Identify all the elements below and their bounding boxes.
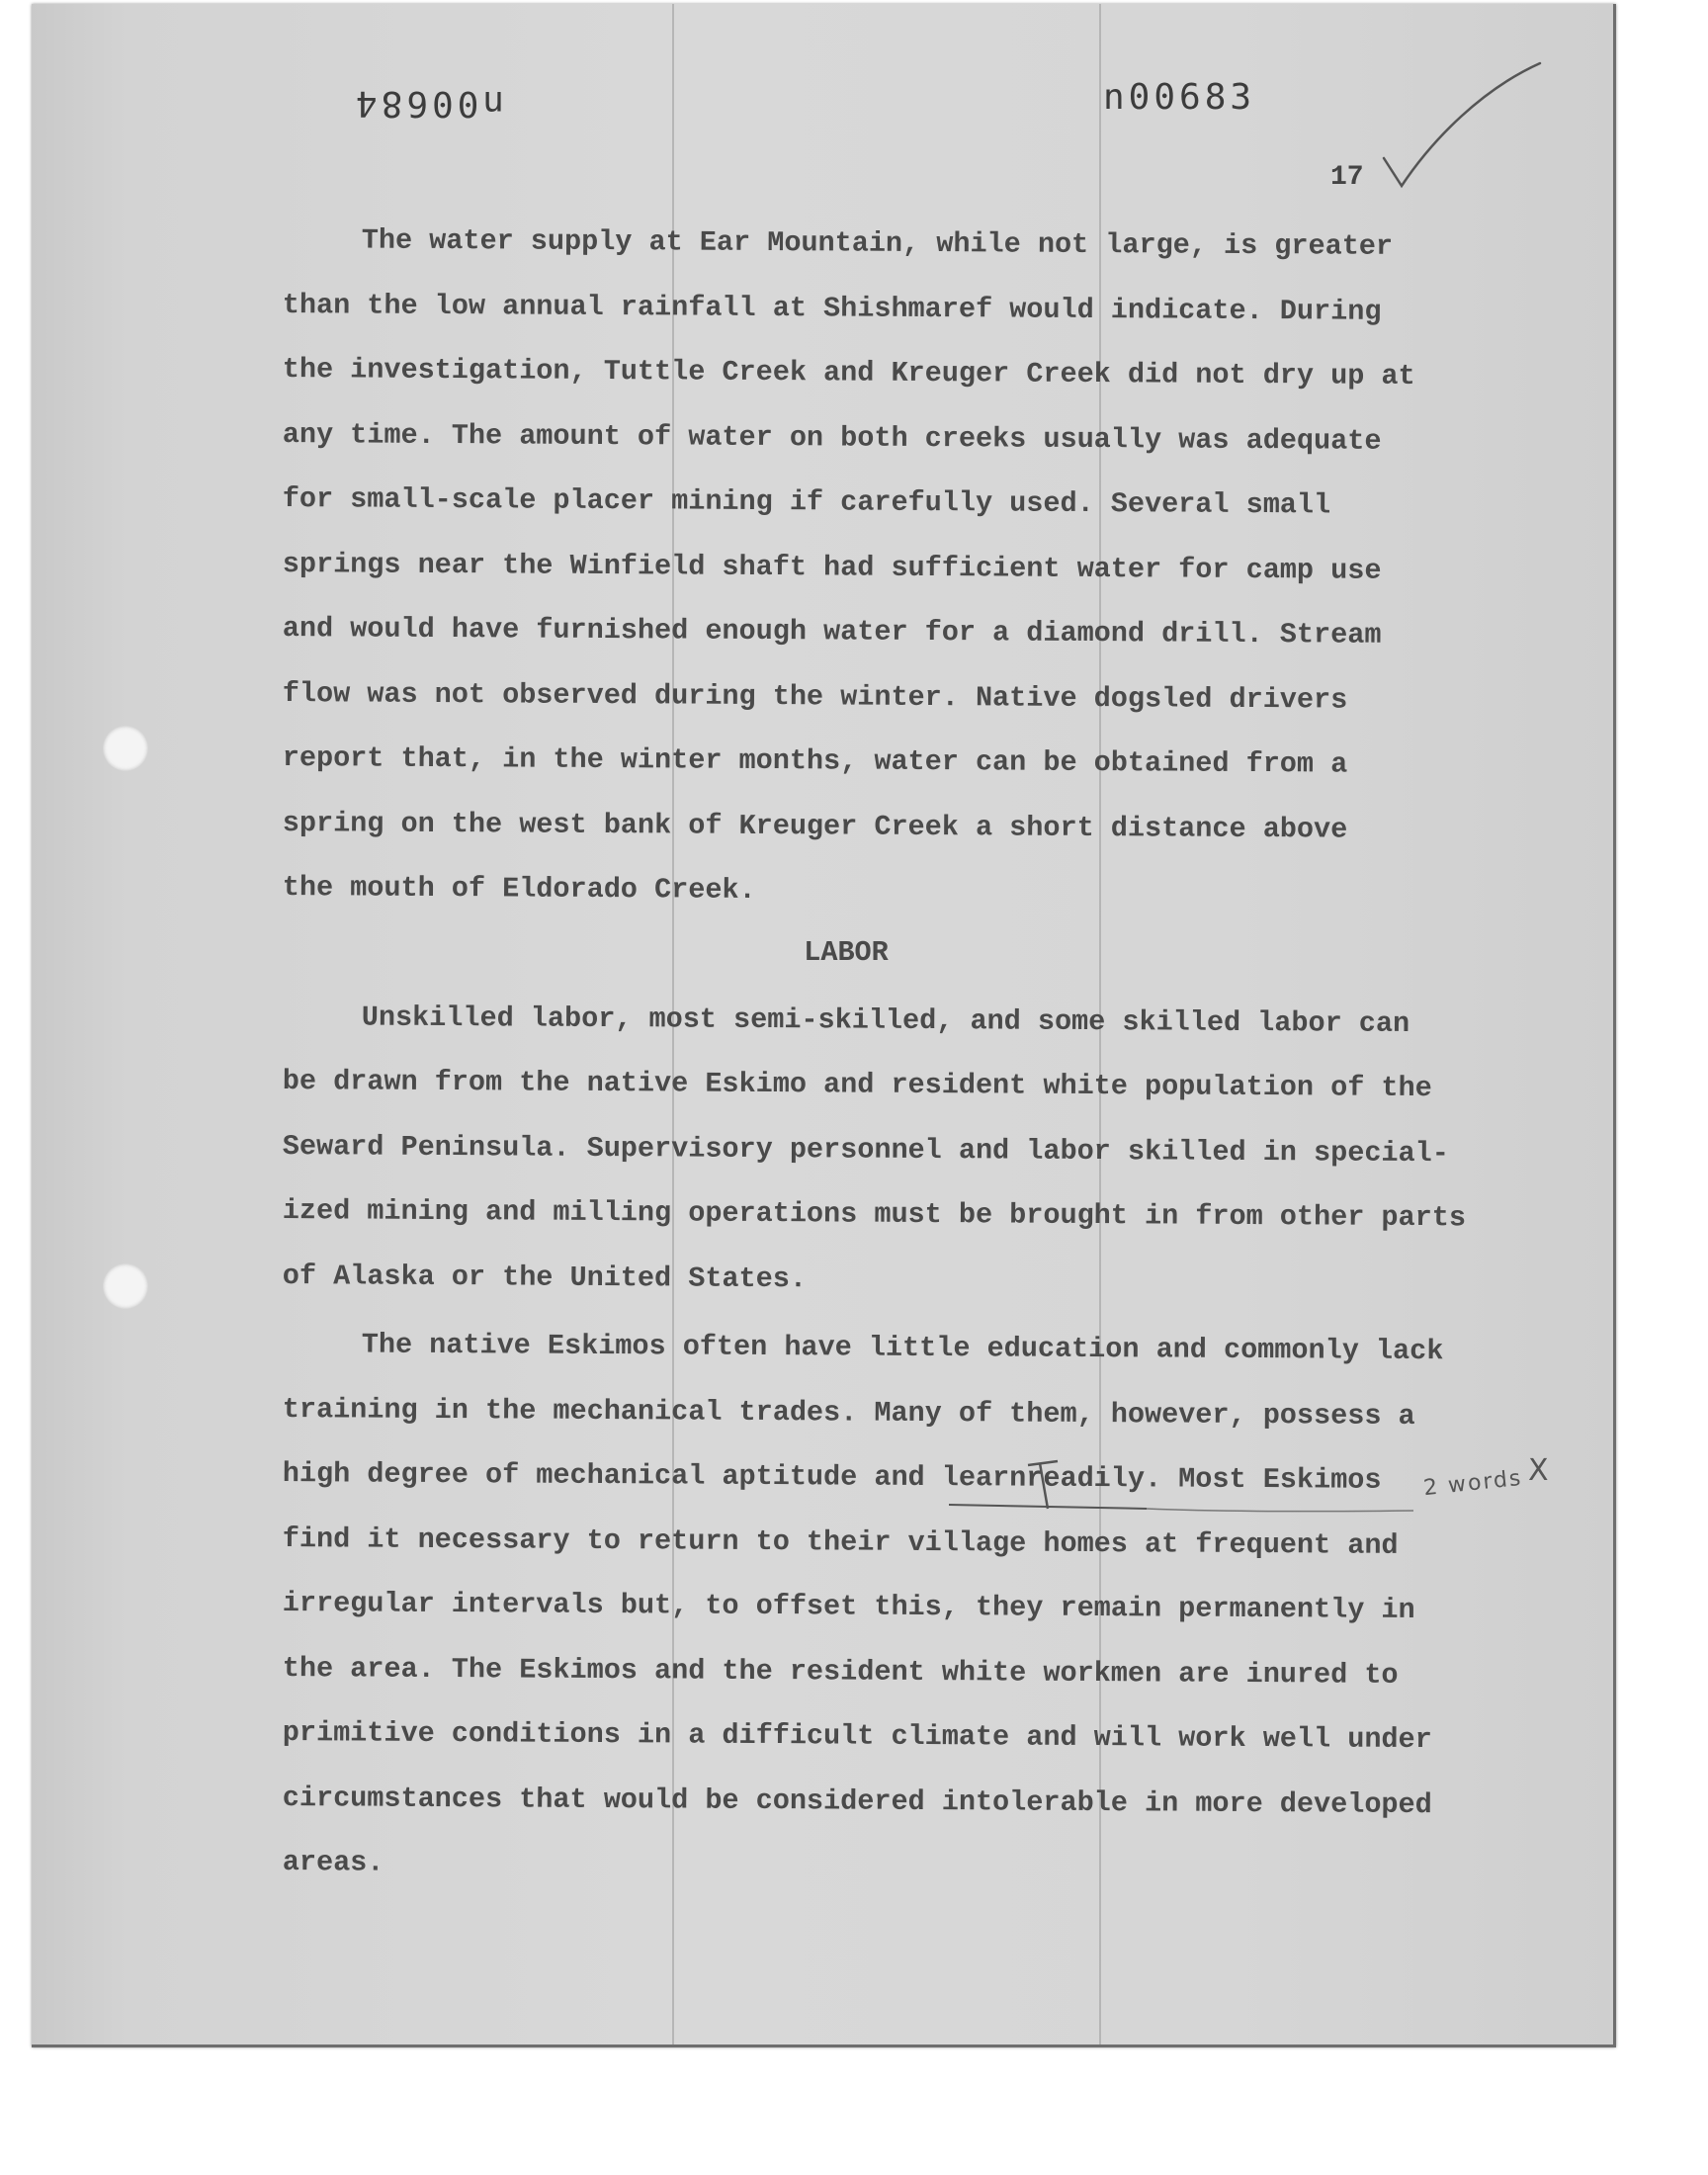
text-line: of Alaska or the United States. [282,1259,808,1295]
text-line: primitive conditions in a difficult climate and will work well under [282,1715,1432,1757]
checkmark-icon [1374,59,1552,198]
paragraph-eskimo-labor [283,1312,1469,1895]
text-line: and would have furnished enough water for a diamond drill. Stream [282,611,1382,652]
text-line: high degree of mechanical aptitude and learnreadily. Most Eskimos [282,1456,1382,1497]
text-line: the mouth of Eldorado Creek. [282,870,756,907]
text-line: the investigation, Tuttle Creek and Kreuger Creek did not dry up at [282,352,1415,392]
text-line: The water supply at Ear Mountain, while not large, is greater [361,223,1394,263]
text-line: circumstances that would be considered intolerable in more developed [282,1781,1432,1821]
section-heading: LABOR [804,935,889,969]
text-line: any time. The amount of water on both creeks usually was adequate [282,417,1382,458]
text-line: springs near the Winfield shaft had sufficient water for camp use [282,547,1382,587]
document-body [283,208,1469,1895]
text-line: The native Eskimos often have little education and commonly lack [361,1328,1444,1368]
text-line: Unskilled labor, most semi-skilled, and some skilled labor can [361,1000,1410,1040]
insertion-mark-icon [949,1453,1423,1522]
text-line: areas. [282,1845,384,1879]
document-stamp-left: n00684 [352,83,505,124]
paragraph-labor-sources [283,985,1469,1309]
text-line: report that, in the winter months, water can be obtained from a [282,740,1348,781]
text-line: flow was not observed during the winter. Native dogsled drivers [282,676,1348,717]
text-line: spring on the west bank of Kreuger Creek a short distance above [282,806,1348,846]
margin-note: 2 words [1421,1465,1524,1502]
punch-hole [103,1263,148,1309]
text-line: for small-scale placer mining if carefully used. Several small [282,481,1331,522]
text-line: the area. The Eskimos and the resident white workmen are inured to [282,1651,1399,1692]
text-line: Seward Peninsula. Supervisory personnel and labor skilled in special- [282,1129,1449,1170]
margin-x-mark: X [1528,1453,1549,1488]
paragraph-water-supply [283,208,1469,920]
text-line: training in the mechanical trades. Many of them, however, possess a [282,1392,1415,1433]
text-line: be drawn from the native Eskimo and resident white population of the [282,1064,1432,1105]
text-line: ized mining and milling operations must be brought in from other parts [282,1193,1467,1235]
page-number: 17 [1330,162,1364,193]
text-line: than the low annual rainfall at Shishmaref would indicate. During [282,288,1382,328]
text-line: find it necessary to return to their village homes at frequent and [282,1522,1399,1562]
text-line: irregular intervals but, to offset this, they remain permanently in [282,1586,1415,1626]
punch-hole [103,726,148,771]
document-stamp-right: n00683 [1103,77,1256,118]
